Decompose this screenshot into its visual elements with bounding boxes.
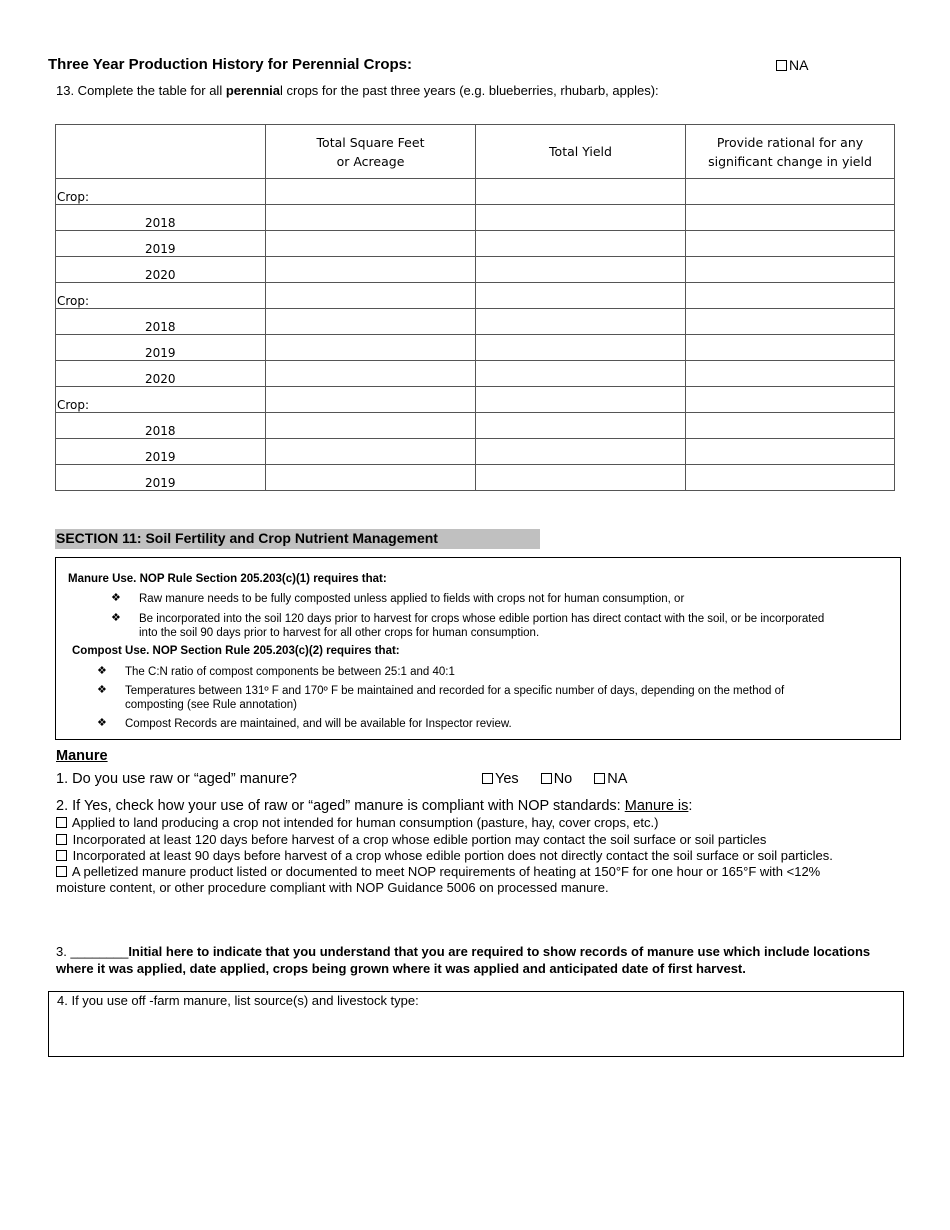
table-row — [56, 205, 895, 231]
rational-cell[interactable] — [686, 257, 895, 283]
compost-rule-2: Temperatures between 131º F and 170º F be maintained and recorded for a specific number of days, depending on the method of — [125, 685, 785, 697]
yield-cell[interactable] — [476, 179, 686, 205]
table-row — [56, 257, 895, 283]
na-checkbox[interactable] — [594, 773, 605, 784]
table-row — [56, 335, 895, 361]
na-checkbox[interactable] — [776, 60, 787, 71]
compliance-option-4-cont: moisture content, or other procedure compliant with NOP Guidance 5006 on processed manure. — [56, 880, 609, 895]
yield-cell[interactable] — [476, 361, 686, 387]
acreage-cell[interactable] — [266, 361, 476, 387]
header-rational-line1: Provide rational for any — [716, 134, 864, 150]
acreage-cell[interactable] — [266, 257, 476, 283]
bullet-icon: ❖ — [97, 665, 107, 677]
rational-cell[interactable] — [686, 335, 895, 361]
option-yes[interactable] — [482, 771, 519, 787]
off-farm-manure-box[interactable] — [48, 991, 904, 1057]
row-label: 2018 — [56, 413, 266, 439]
rational-cell[interactable] — [686, 387, 895, 413]
table-row — [56, 465, 895, 491]
compost-rule-2-cont: composting (see Rule annotation) — [125, 699, 297, 711]
no-checkbox[interactable] — [541, 773, 552, 784]
rational-cell[interactable] — [686, 413, 895, 439]
table-row — [56, 179, 895, 205]
compliance-option-2[interactable] — [56, 832, 766, 847]
row-label: 2018 — [56, 205, 266, 231]
rational-cell[interactable] — [686, 231, 895, 257]
option-label: Applied to land producing a crop not intended for human consumption (pasture, hay, cover crops, etc.) — [71, 815, 659, 830]
row-label: 2019 — [56, 231, 266, 257]
rational-cell[interactable] — [686, 179, 895, 205]
rational-cell[interactable] — [686, 205, 895, 231]
na-label: NA — [789, 57, 809, 73]
yield-cell[interactable] — [476, 257, 686, 283]
row-label: 2020 — [56, 361, 266, 387]
table-row — [56, 413, 895, 439]
instruction-bold: perennia — [225, 83, 281, 98]
option-label: Incorporated at least 120 days before harvest of a crop whose edible portion may contact the soil surface or soil particles — [72, 832, 767, 847]
question-2-underlined: Manure is — [624, 798, 689, 814]
question-1: 1. Do you use raw or “aged” manure? — [56, 771, 297, 787]
table-row — [56, 439, 895, 465]
acreage-cell[interactable] — [266, 439, 476, 465]
header-total-yield: Total Yield — [476, 125, 686, 179]
row-label: 2019 — [56, 335, 266, 361]
compost-rule-1: The C:N ratio of compost components be between 25:1 and 40:1 — [125, 666, 455, 678]
header-rational — [686, 125, 895, 179]
table-header-row — [56, 125, 895, 179]
compliance-option-1[interactable] — [56, 815, 658, 830]
question-3-text: Initial here to indicate that you understand that you are required to show records of manure use which include locations where it was applied, date applied, crops being grown where it was applied and anticipated date of first harvest. — [56, 944, 871, 976]
table-row — [56, 231, 895, 257]
option-checkbox[interactable] — [56, 834, 67, 845]
acreage-cell[interactable] — [266, 335, 476, 361]
yield-cell[interactable] — [476, 387, 686, 413]
yield-cell[interactable] — [476, 439, 686, 465]
yield-cell[interactable] — [476, 413, 686, 439]
rational-cell[interactable] — [686, 465, 895, 491]
row-label: 2019 — [56, 465, 266, 491]
option-label: A pelletized manure product listed or documented to meet NOP requirements of heating at 150°F for one hour or 165°F with <12% — [71, 864, 821, 879]
row-label: 2018 — [56, 309, 266, 335]
yield-cell[interactable] — [476, 205, 686, 231]
production-history-table — [55, 124, 895, 491]
yield-cell[interactable] — [476, 283, 686, 309]
instruction-13 — [56, 83, 659, 98]
bullet-icon: ❖ — [97, 717, 107, 729]
header-rational-line2: significant change in yield — [708, 153, 872, 169]
yield-cell[interactable] — [476, 465, 686, 491]
manure-rule-1: Raw manure needs to be fully composted unless applied to fields with crops not for human consumption, or — [139, 593, 685, 605]
yield-cell[interactable] — [476, 335, 686, 361]
table-row — [56, 309, 895, 335]
manure-rule-2: Be incorporated into the soil 120 days prior to harvest for crops whose edible portion has direct contact with the soil, or be incorporated — [139, 613, 825, 625]
instruction-suffix: l crops for the past three years (e.g. blueberries, rhubarb, apples): — [280, 83, 659, 98]
nop-rules-box — [55, 557, 901, 740]
rational-cell[interactable] — [686, 309, 895, 335]
question-2-prefix: 2. If Yes, check how your use of raw or “aged” manure is compliant with NOP standards: — [56, 798, 625, 814]
table-row — [56, 361, 895, 387]
question-2-suffix: : — [688, 798, 693, 814]
question-3 — [56, 943, 896, 977]
row-label: 2019 — [56, 439, 266, 465]
option-no[interactable] — [541, 771, 573, 787]
instruction-prefix: 13. Complete the table for all — [56, 83, 226, 98]
option-na[interactable] — [594, 771, 627, 787]
rational-cell[interactable] — [686, 283, 895, 309]
manure-rule-heading: Manure Use. NOP Rule Section 205.203(c)(1) requires that: — [68, 573, 387, 585]
manure-heading: Manure — [56, 748, 108, 764]
question-2 — [56, 798, 692, 814]
row-label: Crop: — [56, 283, 266, 309]
bullet-icon: ❖ — [97, 684, 107, 696]
header-acreage-line1: Total Square Feet — [316, 134, 425, 150]
compliance-option-4[interactable] — [56, 864, 820, 879]
option-label: Incorporated at least 90 days before harvest of a crop whose edible portion does not directly contact the soil surface or soil particles. — [72, 848, 833, 863]
row-label: Crop: — [56, 179, 266, 205]
na-checkbox-group[interactable] — [776, 57, 808, 73]
yield-cell[interactable] — [476, 309, 686, 335]
table-row — [56, 387, 895, 413]
bullet-icon: ❖ — [111, 592, 121, 604]
acreage-cell[interactable] — [266, 283, 476, 309]
row-label: 2020 — [56, 257, 266, 283]
acreage-cell[interactable] — [266, 387, 476, 413]
acreage-cell[interactable] — [266, 205, 476, 231]
row-label: Crop: — [56, 387, 266, 413]
yield-cell[interactable] — [476, 231, 686, 257]
header-acreage-line2: or Acreage — [336, 153, 405, 169]
acreage-cell[interactable] — [266, 413, 476, 439]
no-label: No — [553, 771, 573, 787]
option-checkbox[interactable] — [56, 866, 67, 877]
section-title: Three Year Production History for Perennial Crops: — [48, 56, 412, 73]
option-checkbox[interactable] — [56, 817, 67, 828]
option-checkbox[interactable] — [56, 850, 67, 861]
header-blank — [56, 125, 266, 179]
question-1-options — [482, 771, 645, 787]
header-acreage — [266, 125, 476, 179]
rational-cell[interactable] — [686, 439, 895, 465]
yes-label: Yes — [495, 771, 519, 787]
rational-cell[interactable] — [686, 361, 895, 387]
na-label: NA — [607, 771, 628, 787]
manure-rule-2-cont: into the soil 90 days prior to harvest for all other crops for human consumption. — [139, 627, 540, 639]
question-4-label: 4. If you use off -farm manure, list source(s) and livestock type: — [57, 993, 419, 1008]
question-3-number: 3. — [56, 944, 67, 959]
compliance-option-3[interactable] — [56, 848, 833, 863]
yes-checkbox[interactable] — [482, 773, 493, 784]
compost-rule-heading: Compost Use. NOP Section Rule 205.203(c)(2) requires that: — [72, 645, 400, 657]
bullet-icon: ❖ — [111, 612, 121, 624]
acreage-cell[interactable] — [266, 231, 476, 257]
section-11-title: SECTION 11: Soil Fertility and Crop Nutrient Management — [55, 529, 540, 549]
acreage-cell[interactable] — [266, 309, 476, 335]
acreage-cell[interactable] — [266, 465, 476, 491]
compost-rule-3: Compost Records are maintained, and will be available for Inspector review. — [125, 718, 512, 730]
initial-blank[interactable]: ________ — [70, 944, 129, 959]
table-row — [56, 283, 895, 309]
acreage-cell[interactable] — [266, 179, 476, 205]
